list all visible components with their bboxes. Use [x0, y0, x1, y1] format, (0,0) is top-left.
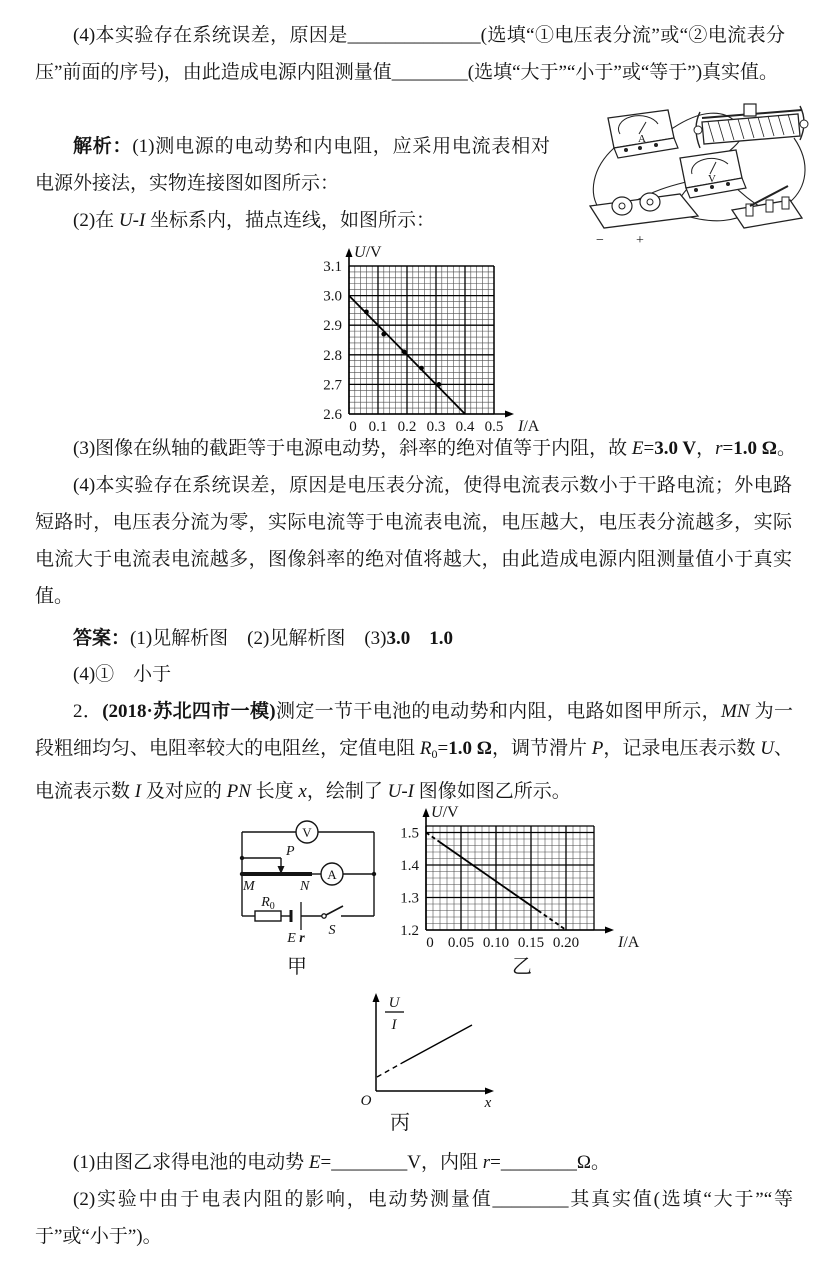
M-label: M	[243, 879, 255, 894]
analysis-ui-chart	[295, 240, 545, 440]
svg-text:0: 0	[426, 935, 434, 951]
question-2-1-text: (1)由图乙求得电池的电动势 E=________V，内阻 r=________Ω。	[73, 1152, 610, 1173]
svg-text:2.8: 2.8	[323, 347, 342, 364]
question-2-2-text: (2)实验中由于电表内阻的影响，电动势测量值________其真实值(选填“大于”“等于”或“小于”)。	[35, 1189, 793, 1247]
svg-text:O: O	[360, 1093, 372, 1109]
voltmeter-symbol-letter: V	[302, 825, 312, 840]
ammeter-letter: A	[638, 133, 646, 145]
ammeter-symbol-letter: A	[327, 867, 337, 882]
svg-text:0.10: 0.10	[482, 935, 510, 951]
circuit-diagram-jia	[224, 812, 410, 954]
ui-chart-yi	[396, 806, 652, 956]
question-4-text: (4)本实验存在系统误差，原因是______________(选填“①电压表分流”或“②电流表分压”前面的序号)，由此造成电源内阻测量值________(选填“大于”“小于”或“等于”)真实值。	[35, 25, 785, 83]
ammeter-meter	[608, 110, 678, 158]
slider-P-label: P	[286, 844, 295, 859]
svg-text:0.2: 0.2	[397, 419, 417, 435]
svg-text:2.7: 2.7	[323, 377, 342, 394]
svg-text:U/V: U/V	[354, 244, 382, 261]
svg-text:1.5: 1.5	[400, 825, 419, 842]
answer-line-2: (4)① 小于	[73, 664, 172, 685]
qualitative-chart-bing	[330, 983, 510, 1111]
voltmeter-meter	[680, 150, 746, 198]
switch-contact	[322, 914, 326, 918]
battery-plus-label: +	[636, 233, 644, 248]
svg-text:3.0: 3.0	[323, 288, 342, 305]
battery-holder	[590, 193, 698, 248]
svg-text:U/V: U/V	[431, 804, 459, 821]
svg-text:0.1: 0.1	[368, 419, 388, 435]
svg-text:3.1: 3.1	[323, 259, 342, 275]
analysis-step4-text: (4)本实验存在系统误差，原因是电压表分流，使得电流表示数小于干路电流；外电路短路时，电压表分流为零，实际电流等于电流表电流，电压越大，电压表分流越多，实际电流大于电流表电流越多，图像斜率的绝对值将越大，由此造成电源内阻测量值小于真实值。	[35, 475, 792, 607]
N-label: N	[300, 879, 310, 894]
svg-text:I/A: I/A	[618, 934, 640, 951]
analysis-step3-text: (3)图像在纵轴的截距等于电源电动势，斜率的绝对值等于内阻，故 E=3.0 V，r=1.0 Ω。	[73, 438, 796, 459]
svg-text:I: I	[391, 1017, 397, 1033]
svg-text:0.3: 0.3	[426, 419, 446, 435]
svg-text:U: U	[388, 995, 400, 1011]
svg-text:0.05: 0.05	[447, 935, 475, 951]
switch-lever	[326, 906, 343, 915]
caption-jia: 甲	[287, 956, 307, 978]
analysis-step1-text: 解析：(1)测电源的电动势和内电阻，应采用电流表相对电源外接法，实物连接图如图所示：	[35, 136, 550, 194]
battery-minus-label: −	[596, 233, 604, 248]
caption-bing: 丙	[390, 1112, 410, 1134]
answer-line-1: 答案：(1)见解析图 (2)见解析图 (3)3.0 1.0	[73, 628, 453, 649]
R0-label: $R_0$	[261, 895, 275, 912]
problem-2-text: 2．(2018·苏北四市一模)测定一节干电池的电动势和内阻，电路如图甲所示，MN 为一段粗细均匀、电阻率较大的电阻丝，定值电阻 $R_0=1.0$ Ω，调节滑片 P，记录电压表示数 U、电流表示数 I 及对应的 PN 长度 x，绘制了 U-I 图像如图乙所示。	[35, 701, 793, 802]
rheostat	[694, 104, 808, 148]
svg-text:I/A: I/A	[518, 418, 540, 435]
battery-Er-label: E r	[287, 931, 305, 946]
switch-S-label: S	[328, 923, 336, 938]
resistor-R0-symbol	[255, 911, 281, 921]
svg-text:0.4: 0.4	[455, 419, 475, 435]
switch	[732, 186, 802, 228]
caption-yi: 乙	[512, 956, 532, 978]
apparatus-connection-figure	[584, 94, 820, 246]
svg-text:1.3: 1.3	[400, 890, 419, 907]
svg-text:1.4: 1.4	[400, 858, 419, 874]
svg-text:0.5: 0.5	[484, 419, 504, 435]
svg-text:0.15: 0.15	[517, 935, 545, 951]
svg-text:2.6: 2.6	[323, 407, 342, 423]
svg-text:x: x	[484, 1095, 492, 1111]
svg-text:1.2: 1.2	[400, 923, 419, 939]
svg-text:0.20: 0.20	[552, 935, 580, 951]
svg-text:0: 0	[349, 419, 357, 435]
voltmeter-letter: V	[708, 173, 716, 185]
svg-text:2.9: 2.9	[323, 318, 342, 335]
analysis-step2-text: (2)在 U-I 坐标系内，描点连线，如图所示：	[73, 210, 436, 231]
